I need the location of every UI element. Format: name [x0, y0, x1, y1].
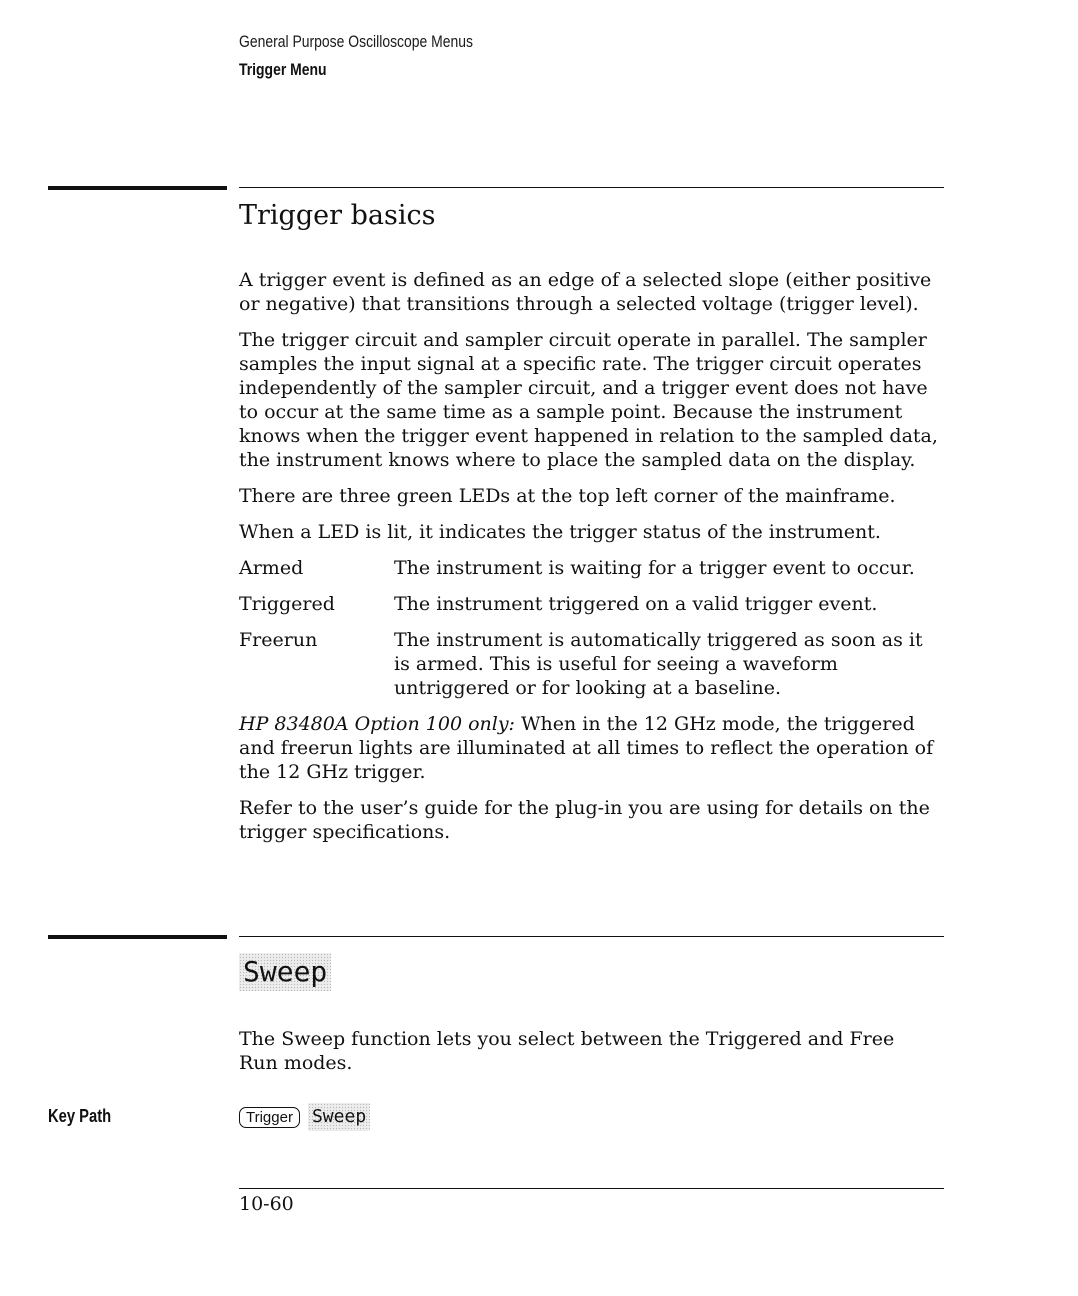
definition-row: [239, 628, 939, 700]
definition-row: [239, 556, 939, 580]
definition-description: The instrument is waiting for a trigger event to occur.: [394, 557, 915, 579]
option-label: HP 83480A Option 100 only:: [239, 713, 515, 735]
definition-description: The instrument is automatically triggered as soon as it is armed. This is useful for seeing a waveform untriggered or for looking at a baseline.: [394, 629, 923, 699]
definition-term: Freerun: [239, 629, 318, 651]
sweep-heading: Sweep: [239, 953, 331, 991]
definition-description: The instrument triggered on a valid trigger event.: [394, 593, 878, 615]
paragraph-trigger-event: A trigger event is defined as an edge of a selected slope (either positive or negative) that transitions through a selected voltage (trigger level).: [239, 269, 932, 315]
running-header-section: Trigger Menu: [239, 60, 327, 79]
paragraph-trigger-circuit: The trigger circuit and sampler circuit operate in parallel. The sampler samples the input signal at a specific rate. The trigger circuit operates independently of the sampler circuit, and a trigger event does not have to occur at the same time as a sample point. Because the instrument knows when the trigger event happened in relation to the sampled data, the instrument knows where to place the sampled data on the display.: [239, 329, 938, 471]
trigger-status-definitions: [239, 556, 939, 700]
trigger-hard-key: Trigger: [239, 1107, 300, 1128]
running-header-chapter: General Purpose Oscilloscope Menus: [239, 32, 474, 51]
page-number: 10-60: [239, 1193, 294, 1215]
key-path: [239, 1103, 370, 1131]
section-rule-thin: [239, 187, 944, 188]
section-rule-thick: [48, 935, 227, 939]
paragraph-led-status: When a LED is lit, it indicates the trigger status of the instrument.: [239, 521, 881, 543]
trigger-basics-heading: Trigger basics: [239, 200, 436, 231]
definition-term: Triggered: [239, 593, 335, 615]
key-path-label: Key Path: [48, 1106, 112, 1126]
sweep-soft-key: Sweep: [308, 1103, 370, 1131]
paragraph-option-100: [239, 712, 939, 784]
paragraph-leds: There are three green LEDs at the top left corner of the mainframe.: [239, 485, 896, 507]
definition-term: Armed: [239, 557, 304, 579]
section-rule-thin: [239, 936, 944, 937]
paragraph-refer: Refer to the user’s guide for the plug-in you are using for details on the trigger specifications.: [239, 797, 930, 843]
footer-rule: [239, 1188, 944, 1189]
option-text: When in the 12 GHz mode, the triggered and freerun lights are illuminated at all times to reflect the operation of the 12 GHz trigger.: [239, 713, 934, 783]
trigger-basics-body: [239, 268, 939, 856]
section-rule-thick: [48, 186, 227, 190]
sweep-body: [239, 1027, 939, 1087]
paragraph-sweep: The Sweep function lets you select between the Triggered and Free Run modes.: [239, 1028, 895, 1074]
definition-row: [239, 592, 939, 616]
